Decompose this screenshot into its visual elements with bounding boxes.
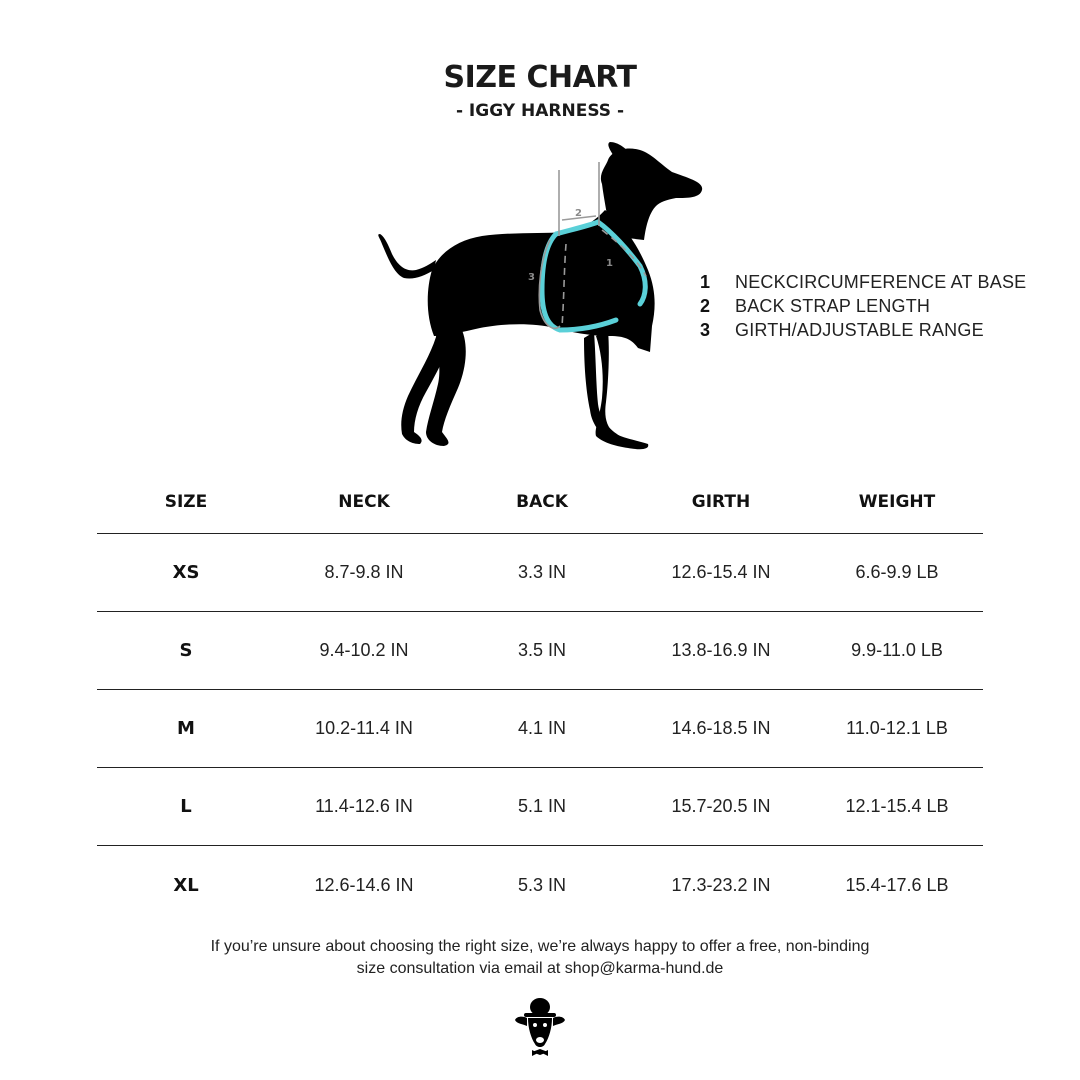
measure-mark-1: 1	[606, 258, 613, 269]
weight-cell: 6.6-9.9 LB	[855, 562, 939, 582]
page-title: SIZE CHART	[443, 60, 637, 95]
size-cell: XS	[172, 562, 200, 583]
size-table	[97, 470, 983, 924]
legend-label: BACK STRAP LENGTH	[735, 295, 931, 316]
legend-label: NECKCIRCUMFERENCE AT BASE	[735, 271, 1027, 292]
back-cell: 4.1 IN	[517, 718, 567, 738]
dog-harness-illustration	[370, 140, 710, 455]
column-header-girth: GIRTH	[691, 491, 751, 512]
measure-mark-2: 2	[575, 208, 582, 219]
table-row	[97, 690, 983, 768]
girth-cell: 13.8-16.9 IN	[671, 640, 771, 660]
column-header-back: BACK	[516, 491, 568, 512]
weight-cell: 15.4-17.6 LB	[845, 874, 949, 895]
legend-number: 2	[700, 295, 711, 316]
back-cell: 3.3 IN	[517, 562, 567, 582]
legend-number: 1	[700, 271, 711, 292]
neck-cell: 12.6-14.6 IN	[314, 874, 414, 895]
size-cell: S	[179, 640, 193, 661]
table-row	[97, 534, 983, 612]
column-header-weight: WEIGHT	[858, 491, 936, 512]
girth-cell: 17.3-23.2 IN	[671, 874, 771, 895]
column-header-size: SIZE	[164, 491, 208, 512]
legend-item	[700, 318, 1026, 342]
size-cell: M	[177, 718, 195, 739]
weight-cell: 9.9-11.0 LB	[851, 640, 943, 660]
girth-cell: 15.7-20.5 IN	[671, 796, 771, 816]
legend-label: GIRTH/ADJUSTABLE RANGE	[735, 319, 984, 340]
girth-cell: 12.6-15.4 IN	[671, 562, 771, 582]
note-line-2: size consultation via email at shop@karma-hund.de	[356, 960, 724, 977]
size-cell: L	[180, 796, 192, 817]
neck-cell: 9.4-10.2 IN	[319, 640, 409, 660]
size-cell: XL	[173, 874, 199, 896]
legend-number: 3	[700, 319, 711, 340]
girth-cell: 14.6-18.5 IN	[671, 718, 771, 738]
back-cell: 5.3 IN	[517, 874, 567, 895]
column-header-neck: NECK	[338, 491, 390, 512]
back-cell: 3.5 IN	[517, 640, 567, 660]
measure-mark-3: 3	[528, 272, 535, 283]
legend-item	[700, 294, 1026, 318]
table-row	[97, 768, 983, 846]
legend-item	[700, 270, 1026, 294]
back-cell: 5.1 IN	[517, 796, 567, 816]
table-header-row	[97, 470, 983, 534]
neck-cell: 11.4-12.6 IN	[315, 796, 413, 816]
size-consultation-note	[140, 936, 940, 980]
measurement-legend	[700, 270, 1026, 342]
note-line-1: If you’re unsure about choosing the right size, we’re always happy to offer a free, non-binding	[210, 938, 870, 955]
neck-cell: 10.2-11.4 IN	[315, 718, 413, 738]
table-row	[97, 846, 983, 924]
weight-cell: 11.0-12.1 LB	[846, 718, 948, 738]
page-subtitle: - IGGY HARNESS -	[455, 101, 625, 121]
neck-cell: 8.7-9.8 IN	[324, 562, 404, 582]
dog-with-hat-logo-icon	[513, 994, 567, 1058]
weight-cell: 12.1-15.4 LB	[845, 796, 949, 816]
table-row	[97, 612, 983, 690]
